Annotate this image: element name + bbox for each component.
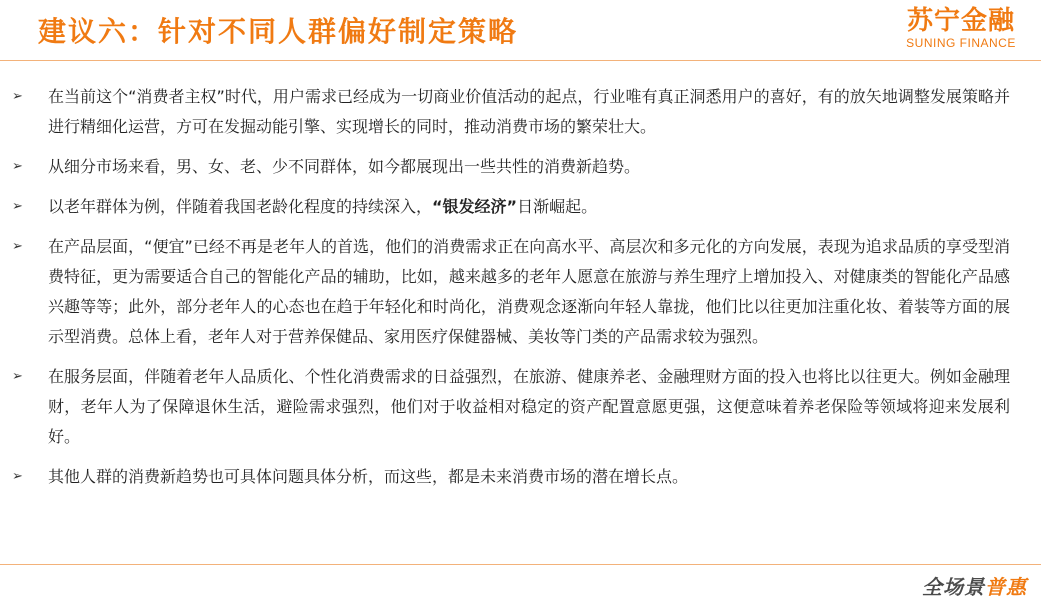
- arrow-bullet-icon: ➢: [12, 89, 23, 104]
- page-title: 建议六：针对不同人群偏好制定策略: [38, 15, 519, 48]
- arrow-bullet-icon: ➢: [12, 159, 23, 174]
- bullet-item: [10, 82, 1010, 142]
- bullet-item: [10, 462, 1010, 492]
- bullet-text-part: 以老年群体为例，伴随着我国老龄化程度的持续深入，: [48, 197, 433, 216]
- arrow-bullet-icon: ➢: [12, 469, 23, 484]
- bullet-item: [10, 232, 1010, 352]
- footer-slogan-main: 全场景: [922, 575, 985, 599]
- bullet-item: [10, 362, 1010, 452]
- bullet-text: 在产品层面，“便宜”已经不再是老年人的首选，他们的消费需求正在向高水平、高层次和多元化的方向发展，表现为追求品质的享受型消费特征，更为需要适合自己的智能化产品的辅助，比如，越来越多的老年人愿意在旅游与养生理疗上增加投入、对健康类的智能化产品感兴趣等等；此外，部分老年人的心态也在趋于年轻化和时尚化，消费观念逐渐向年轻人靠拢，他们比以往更加注重化妆、着装等方面的展示型消费。总体上看，老年人对于营养保健品、家用医疗保健器械、美妆等门类的产品需求较为强烈。: [48, 237, 1010, 346]
- footer-slogan-accent: 普惠: [985, 575, 1027, 599]
- footer-slogan-logo: [922, 571, 1027, 600]
- bullet-text: [48, 192, 1010, 222]
- brand-logo: [895, 6, 1027, 50]
- header-divider: [0, 60, 1041, 61]
- arrow-bullet-icon: ➢: [12, 239, 23, 254]
- bullet-text: 从细分市场来看，男、女、老、少不同群体，如今都展现出一些共性的消费新趋势。: [48, 157, 641, 176]
- bullet-item: [10, 152, 1010, 182]
- arrow-bullet-icon: ➢: [12, 199, 23, 214]
- arrow-bullet-icon: ➢: [12, 369, 23, 384]
- brand-logo-en: SUNING FINANCE: [906, 36, 1016, 50]
- bullet-item: [10, 192, 1010, 222]
- bullet-text-part: 日渐崛起。: [517, 197, 598, 216]
- bullet-text: 在当前这个“消费者主权”时代，用户需求已经成为一切商业价值活动的起点，行业唯有真正洞悉用户的喜好，有的放矢地调整发展策略并进行精细化运营，方可在发掘动能引擎、实现增长的同时，推动消费市场的繁荣壮大。: [48, 87, 1010, 136]
- brand-logo-cn: 苏宁金融: [906, 6, 1015, 36]
- bullet-text: 其他人群的消费新趋势也可具体问题具体分析，而这些，都是未来消费市场的潜在增长点。: [48, 467, 689, 486]
- bullet-text: 在服务层面，伴随着老年人品质化、个性化消费需求的日益强烈，在旅游、健康养老、金融理财方面的投入也将比以往更大。例如金融理财，老年人为了保障退休生活，避险需求强烈，他们对于收益相对稳定的资产配置意愿更强，这便意味着养老保险等领域将迎来发展利好。: [48, 367, 1010, 446]
- bullet-highlight: “银发经济”: [432, 197, 518, 216]
- bullet-list: [10, 82, 1010, 502]
- footer-divider: [0, 564, 1041, 565]
